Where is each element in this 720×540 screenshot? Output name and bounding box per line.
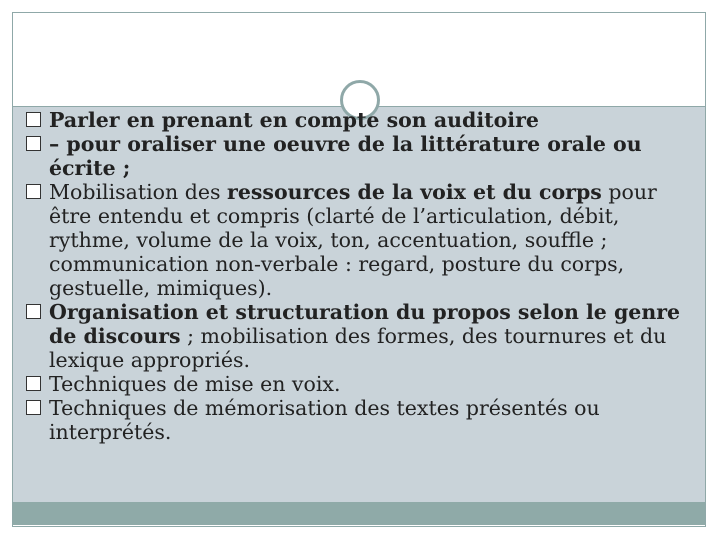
- missing-glyph-box-icon: [26, 304, 41, 319]
- bullet-text: Mobilisation des: [49, 180, 228, 204]
- bullet-item: [26, 180, 690, 300]
- missing-glyph-box-icon: [26, 136, 41, 151]
- bullet-item: [26, 132, 690, 180]
- bullet-text: ; mobilisation des formes, des tournures et du lexique appropriés.: [49, 324, 667, 372]
- bullet-item: [26, 300, 690, 372]
- missing-glyph-box-icon: [26, 112, 41, 127]
- missing-glyph-box-icon: [26, 376, 41, 391]
- bullet-text: pour être entendu et compris (clarté de l’articulation, débit, rythme, volume de la voix, ton, accentuation, souffle ; communication non-verbale : regard, posture du corps, gestuelle, mimiques).: [49, 180, 657, 300]
- footer-bar: [13, 502, 705, 525]
- bullet-text: Techniques de mémorisation des textes présentés ou interprétés.: [49, 396, 600, 444]
- bullet-bold-text: Parler en prenant en compte son auditoire: [49, 108, 539, 132]
- bullet-bold-text: ressources de la voix et du corps: [227, 180, 602, 204]
- missing-glyph-box-icon: [26, 184, 41, 199]
- bullet-text: Techniques de mise en voix.: [49, 372, 341, 396]
- bullet-list: [26, 108, 690, 444]
- bullet-bold-text: – pour oraliser une oeuvre de la littérature orale ou écrite ;: [49, 132, 642, 180]
- missing-glyph-box-icon: [26, 400, 41, 415]
- bullet-item: [26, 108, 690, 132]
- bullet-item: [26, 372, 690, 396]
- bullet-item: [26, 396, 690, 444]
- bullet-bold-text: Organisation et structuration du propos selon le genre de discours: [49, 300, 681, 348]
